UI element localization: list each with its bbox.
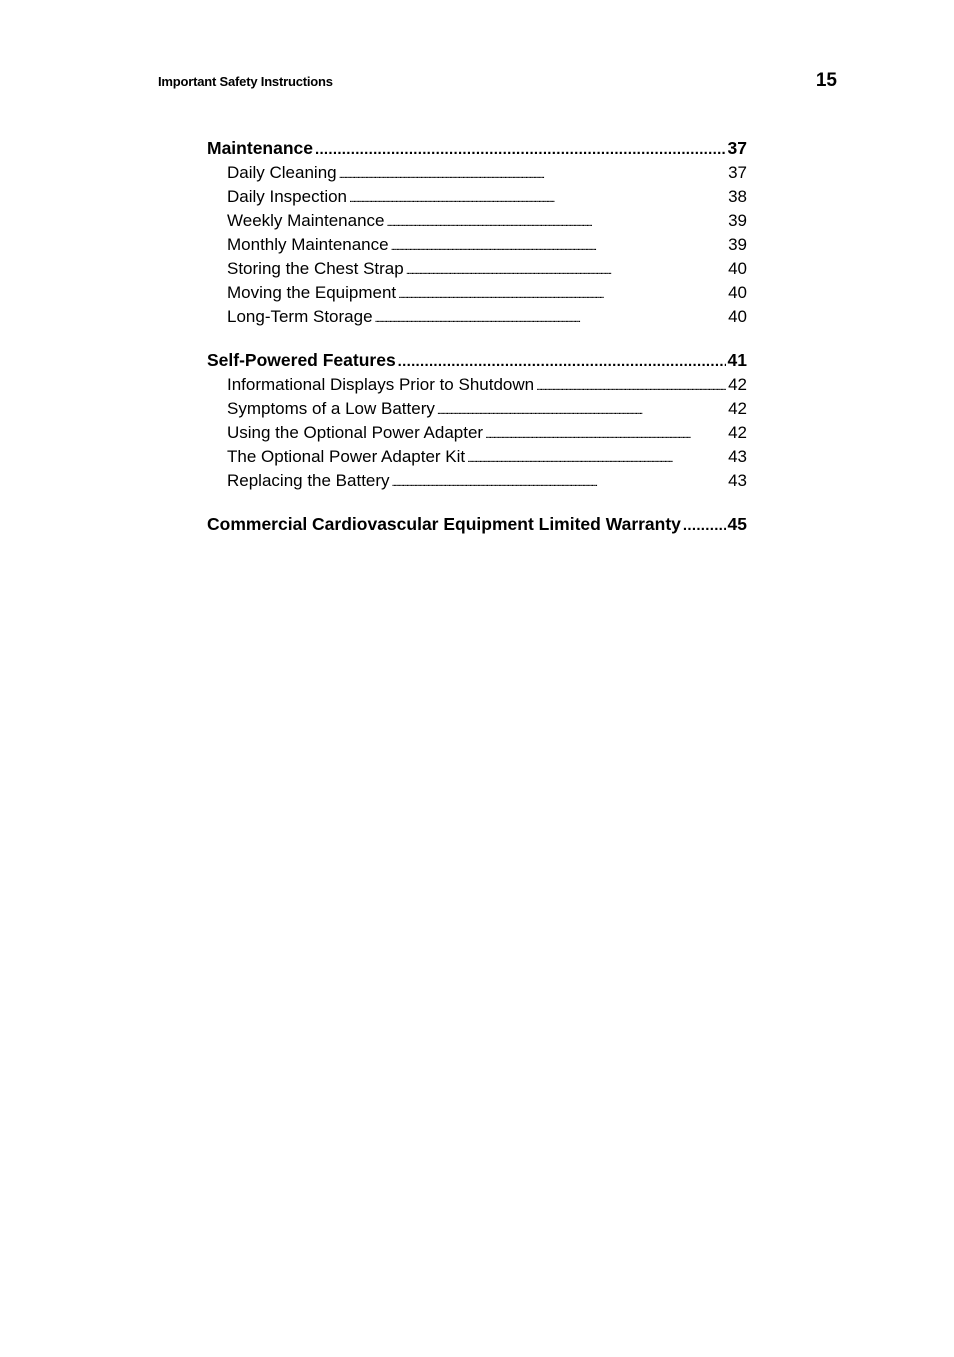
toc-section-warranty: [207, 512, 747, 537]
toc-leader-dots: [467, 445, 726, 471]
toc-entry[interactable]: [207, 281, 747, 305]
toc-entry-page: 42: [728, 423, 747, 442]
toc-leader-dots: [398, 281, 726, 307]
toc-heading[interactable]: [207, 348, 747, 373]
table-of-contents: [207, 136, 747, 556]
toc-entry[interactable]: [207, 445, 747, 469]
toc-leader-dots: [536, 373, 726, 399]
toc-entry[interactable]: [207, 185, 747, 209]
toc-entry-page: 43: [728, 471, 747, 490]
toc-leader-dots: [406, 257, 726, 283]
toc-leader-dots: [387, 209, 727, 235]
toc-leader-dots: [392, 469, 727, 495]
toc-entry[interactable]: [207, 469, 747, 493]
toc-entry[interactable]: [207, 305, 747, 329]
toc-entry-label: Symptoms of a Low Battery: [227, 399, 435, 418]
toc-entry[interactable]: [207, 209, 747, 233]
toc-leader-dots: [437, 397, 726, 423]
running-head: Important Safety Instructions: [158, 74, 333, 89]
toc-entry[interactable]: [207, 233, 747, 257]
toc-entry-page: 39: [728, 211, 747, 230]
toc-entry-label: Daily Inspection: [227, 187, 348, 206]
toc-entry-page: 37: [728, 163, 747, 182]
toc-section-maintenance: [207, 136, 747, 329]
toc-heading-page: 37: [727, 138, 747, 158]
toc-entry-label: Informational Displays Prior to Shutdown: [227, 375, 535, 394]
toc-heading-label: Commercial Cardiovascular Equipment Limited Warranty: [207, 514, 681, 534]
toc-entry[interactable]: [207, 421, 747, 445]
page-number: 15: [815, 70, 837, 91]
toc-leader-dots: [375, 305, 727, 331]
toc-section-self-powered-features: [207, 348, 747, 493]
toc-entry-page: 39: [728, 235, 747, 254]
toc-entry-label: Replacing the Battery: [227, 471, 390, 490]
toc-heading-page: 41: [727, 350, 747, 370]
toc-leader-dots: [339, 161, 726, 187]
toc-entry[interactable]: [207, 397, 747, 421]
toc-entry-page: 40: [728, 283, 747, 302]
toc-leader-dots: [485, 421, 726, 447]
toc-entry-page: 42: [728, 375, 747, 394]
toc-entry-page: 40: [728, 307, 747, 326]
toc-leader-dots: [391, 233, 726, 259]
toc-entry-label: Weekly Maintenance: [227, 211, 385, 230]
toc-entry-label: Storing the Chest Strap: [227, 259, 404, 278]
toc-entry-page: 38: [728, 187, 747, 206]
toc-entry-label: Long-Term Storage: [227, 307, 373, 326]
toc-entry-page: 42: [728, 399, 747, 418]
toc-heading-label: Self-Powered Features: [207, 350, 396, 370]
toc-entry[interactable]: [207, 257, 747, 281]
toc-heading-page: 45: [727, 514, 747, 534]
toc-entry[interactable]: [207, 373, 747, 397]
toc-entry-label: Daily Cleaning: [227, 163, 337, 182]
toc-leader-dots: [683, 512, 726, 538]
toc-leader-dots: [315, 136, 726, 162]
toc-heading[interactable]: [207, 136, 747, 161]
toc-leader-dots: [349, 185, 726, 211]
toc-entry-label: Using the Optional Power Adapter: [227, 423, 484, 442]
toc-entry-label: The Optional Power Adapter Kit: [227, 447, 466, 466]
toc-entry-label: Moving the Equipment: [227, 283, 397, 302]
toc-entry-page: 43: [728, 447, 747, 466]
toc-entry[interactable]: [207, 161, 747, 185]
toc-entry-page: 40: [728, 259, 747, 278]
toc-entry-label: Monthly Maintenance: [227, 235, 389, 254]
toc-heading-label: Maintenance: [207, 138, 313, 158]
toc-leader-dots: [398, 348, 726, 374]
toc-heading[interactable]: [207, 512, 747, 537]
